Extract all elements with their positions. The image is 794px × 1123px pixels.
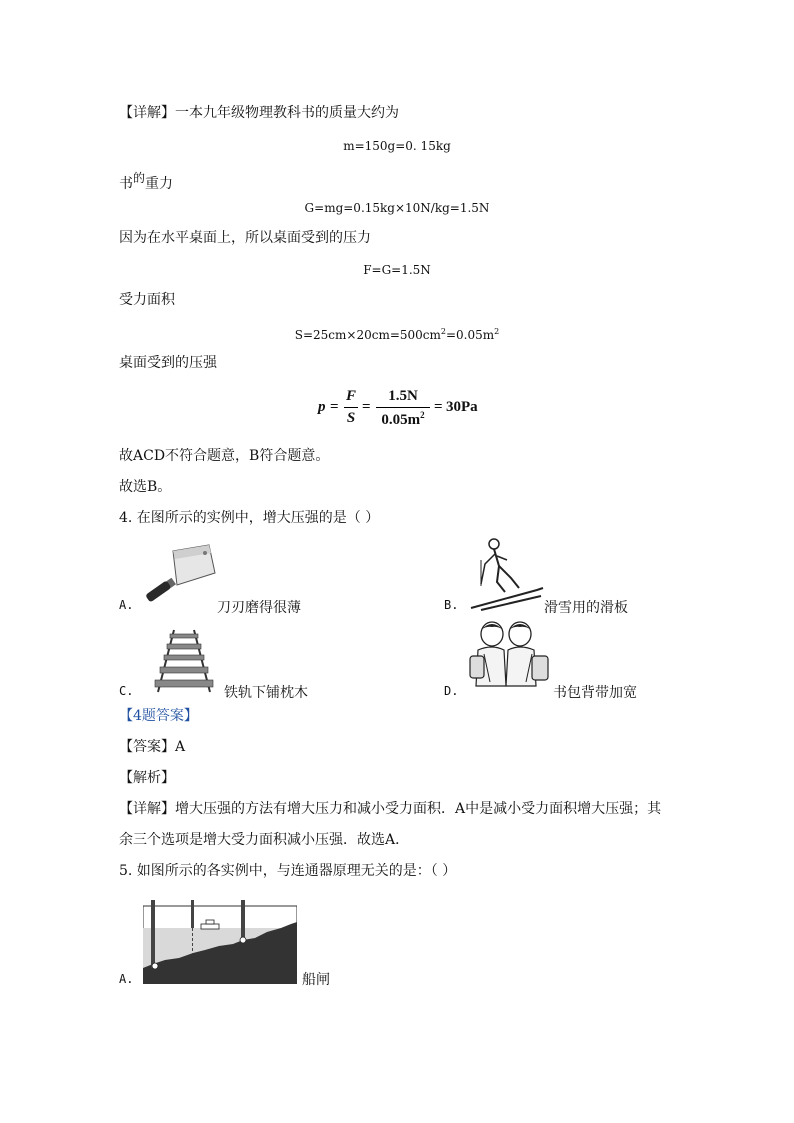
mass-equation: m=150g=0. 15kg bbox=[343, 139, 451, 153]
option-d-letter: D. bbox=[444, 684, 459, 698]
q3-choose: 故选B。 bbox=[119, 479, 172, 495]
option-c-caption: 铁轨下铺枕木 bbox=[224, 685, 308, 701]
gravity-label: 书$^的$重力 bbox=[119, 171, 174, 192]
area-label: 受力面积 bbox=[119, 292, 175, 308]
q5-option-a-letter: A. bbox=[119, 972, 134, 986]
q4-question: 4. 在图所示的实例中，增大压强的是（ ） bbox=[119, 510, 380, 526]
pressure-label: 桌面受到的压强 bbox=[119, 355, 217, 371]
formula-values-fraction: 1.5N $0.05m^2$ bbox=[376, 386, 430, 430]
formula-f-over-s: F S bbox=[345, 388, 356, 426]
students-backpack-icon bbox=[468, 620, 552, 694]
option-c-letter: C. bbox=[119, 684, 134, 698]
pressure-force-text: 因为在水平桌面上，所以桌面受到的压力 bbox=[119, 230, 371, 246]
ship-lock-icon bbox=[143, 898, 297, 984]
railway-icon bbox=[144, 628, 224, 694]
q5-option-a-caption: 船闸 bbox=[302, 972, 330, 988]
q4-detail-line1: 【详解】增大压强的方法有增大压力和减小受力面积．A中是减小受力面积增大压强；其 bbox=[119, 801, 662, 817]
pressure-formula: p = F S = 1.5N $0.05m^2$ = 30Pa bbox=[318, 388, 478, 428]
q4-answer-header: 【4题答案】 bbox=[119, 708, 198, 724]
q4-detail-line2: 余三个选项是增大受力面积减小压强．故选A． bbox=[119, 832, 410, 848]
q4-answer: 【答案】A bbox=[119, 739, 186, 755]
option-b-letter: B. bbox=[444, 598, 459, 612]
skier-icon bbox=[467, 536, 545, 612]
area-equation: $S=25cm\times 20cm=500cm^2=0.05m^2$ bbox=[294, 327, 500, 342]
q5-question: 5. 如图所示的各实例中，与连通器原理无关的是：（ ） bbox=[119, 863, 457, 879]
force-equation: F=G=1.5N bbox=[363, 263, 431, 277]
cleaver-icon bbox=[143, 543, 217, 613]
option-a-letter: A. bbox=[119, 598, 134, 612]
gravity-equation: G=mg=0.15kg×10N/kg=1.5N bbox=[304, 201, 490, 215]
q4-analysis: 【解析】 bbox=[119, 770, 175, 786]
option-d-caption: 书包背带加宽 bbox=[553, 685, 637, 701]
q3-detail-intro: 【详解】一本九年级物理教科书的质量大约为 bbox=[119, 105, 399, 121]
option-a-caption: 刀刃磨得很薄 bbox=[217, 600, 301, 616]
q3-conclusion: 故ACD不符合题意，B符合题意。 bbox=[119, 448, 330, 464]
option-b-caption: 滑雪用的滑板 bbox=[544, 600, 628, 616]
